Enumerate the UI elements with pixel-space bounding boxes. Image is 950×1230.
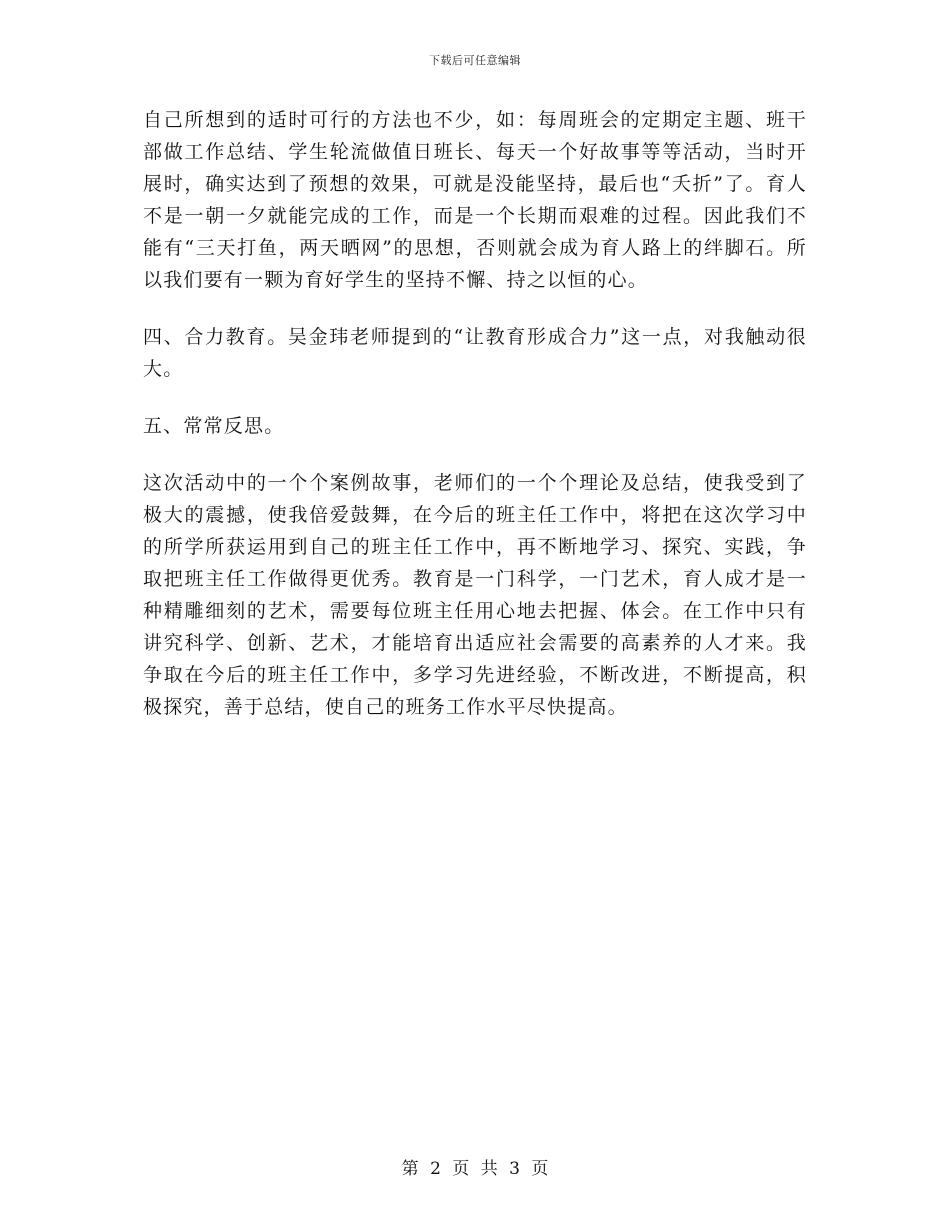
- document-body: [143, 104, 807, 748]
- paragraph-joint-education: 四、合力教育。吴金玮老师提到的“让教育形成合力”这一点，对我触动很大。: [143, 326, 807, 380]
- page-number: 第 2 页 共 3 页: [401, 1159, 549, 1179]
- paragraph-conclusion: 这次活动中的一个个案例故事，老师们的一个个理论及总结，使我受到了极大的震撼，使我倍爱鼓舞，在今后的班主任工作中，将把在这次学习中的所学所获运用到自己的班主任工作中，再不断地学习、探究、实践，争取把班主任工作做得更优秀。教育是一门科学，一门艺术，育人成才是一种精雕细刻的艺术，需要每位班主任用心地去把握、体会。在工作中只有讲究科学、创新、艺术，才能培育出适应社会需要的高素养的人才来。我争取在今后的班主任工作中，多学习先进经验，不断改进，不断提高，积极探究，善于总结，使自己的班务工作水平尽快提高。: [143, 472, 807, 718]
- page-header: 下载后可任意编辑: [429, 54, 521, 67]
- paragraph-persistence: 自己所想到的适时可行的方法也不少，如：每周班会的定期定主题、班干部做工作总结、学生轮流做值日班长、每天一个好故事等等活动，当时开展时，确实达到了预想的效果，可就是没能坚持，最后也“夭折”了。育人不是一朝一夕就能完成的工作，而是一个长期而艰难的过程。因此我们不能有“三天打鱼，两天晒网”的思想，否则就会成为育人路上的绊脚石。所以我们要有一颗为育好学生的坚持不懈、持之以恒的心。: [143, 109, 807, 291]
- paragraph-reflection-heading: 五、常常反思。: [143, 415, 285, 437]
